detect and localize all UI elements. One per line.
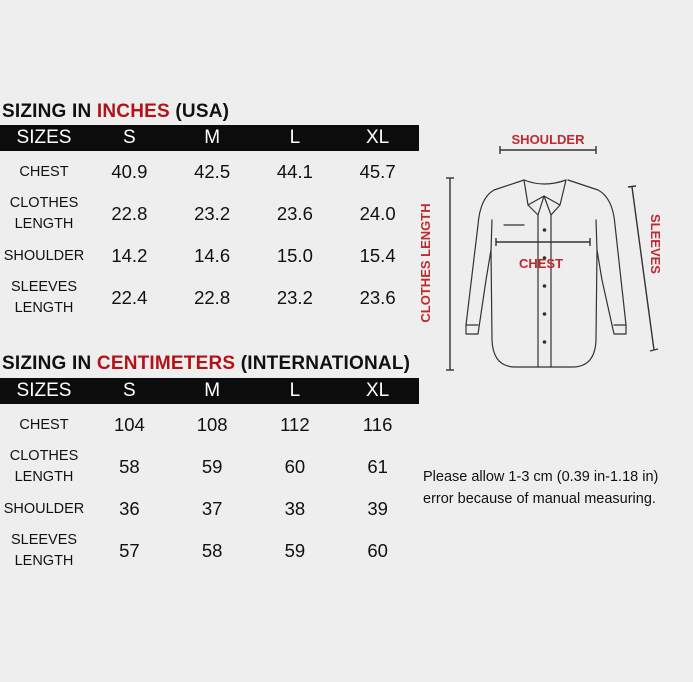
table-row [0, 235, 419, 277]
row-label-line: CLOTHES [9, 448, 79, 464]
cm-title-prefix: SIZING IN [2, 353, 97, 374]
cell-value: 23.2 [276, 287, 313, 308]
header-size-xl: XL [336, 378, 419, 404]
row-label-chest [0, 151, 88, 193]
table-row [0, 530, 419, 572]
note-line-1: Please allow 1-3 cm (0.39 in-1.18 in) [423, 469, 659, 485]
cell-value: 23.6 [276, 203, 313, 224]
shirt-measurement-diagram [414, 120, 693, 380]
cell-value: 57 [119, 540, 140, 561]
cell-value: 45.7 [359, 161, 396, 182]
cell-value: 37 [201, 498, 223, 519]
table-row [0, 151, 419, 193]
cell-value: 36 [119, 498, 140, 519]
cell-value: 23.6 [359, 287, 396, 308]
row-label-line: CLOTHES [9, 195, 79, 211]
header-size-s: S [88, 378, 171, 404]
cell-value: 58 [119, 456, 140, 477]
table-row [0, 277, 419, 319]
table-row [0, 446, 419, 488]
cm-title-accent: CENTIMETERS [96, 353, 236, 374]
inches-section-title [2, 101, 229, 123]
header-size-m: M [171, 125, 254, 151]
header-size-s: S [88, 125, 171, 151]
length-measure-line [446, 178, 454, 370]
table-row [0, 193, 419, 235]
row-label-line: CHEST [19, 416, 69, 433]
cell-value: 58 [201, 540, 223, 561]
cell-value: 15.0 [276, 245, 313, 266]
cell-value: 40.9 [111, 161, 148, 182]
measurement-note [423, 466, 691, 510]
header-size-l: L [254, 378, 337, 404]
shoulder-label: SHOULDER [511, 132, 585, 147]
header-sizes: SIZES [0, 378, 88, 404]
table-row [0, 404, 419, 446]
chest-measure-line [496, 238, 590, 246]
cm-size-table [0, 378, 419, 572]
clothes-length-label: CLOTHES LENGTH [418, 203, 433, 323]
row-label-line: SLEEVES [10, 532, 78, 548]
cell-value: 14.2 [111, 245, 148, 266]
cell-value: 22.8 [194, 287, 231, 308]
row-label-line: LENGTH [14, 216, 74, 232]
cell-value: 22.4 [111, 287, 148, 308]
sleeves-label: SLEEVES [648, 214, 663, 274]
chest-label: CHEST [518, 256, 564, 271]
row-label-line: LENGTH [14, 300, 74, 316]
row-label-line: LENGTH [14, 469, 74, 485]
cell-value: 108 [196, 414, 228, 435]
header-size-xl: XL [336, 125, 419, 151]
cell-value: 23.2 [194, 203, 231, 224]
row-label-shoulder [0, 488, 88, 530]
cell-value: 24.0 [359, 203, 396, 224]
cell-value: 22.8 [111, 203, 148, 224]
inches-title-accent: INCHES [96, 101, 170, 122]
note-line-2: error because of manual measuring. [423, 491, 656, 507]
cell-value: 42.5 [194, 161, 231, 182]
inches-title-prefix: SIZING IN [2, 101, 97, 122]
cell-value: 60 [367, 540, 388, 561]
row-label-shoulder [0, 235, 88, 277]
cell-value: 59 [284, 540, 306, 561]
cell-value: 14.6 [194, 245, 231, 266]
row-label-line: LENGTH [14, 553, 74, 569]
cell-value: 39 [367, 498, 388, 519]
inches-title-suffix: (USA) [169, 101, 230, 122]
header-size-m: M [171, 378, 254, 404]
cell-value: 116 [362, 414, 393, 435]
header-size-l: L [254, 125, 337, 151]
header-sizes: SIZES [0, 125, 88, 151]
row-label-line: SHOULDER [3, 247, 85, 264]
row-label-line: SLEEVES [10, 279, 78, 295]
table-row [0, 488, 419, 530]
cm-section-title [2, 353, 410, 375]
cell-value: 104 [113, 414, 145, 435]
row-label-line: SHOULDER [3, 500, 85, 517]
cell-value: 60 [284, 456, 306, 477]
inches-header-row [0, 125, 419, 151]
row-label-clothes-length [0, 446, 88, 488]
cell-value: 38 [284, 498, 306, 519]
row-label-sleeves-length [0, 277, 88, 319]
cell-value: 44.1 [276, 161, 313, 182]
row-label-clothes-length [0, 193, 88, 235]
row-label-line: CHEST [19, 163, 69, 180]
row-label-chest [0, 404, 88, 446]
cell-value: 15.4 [359, 245, 396, 266]
cell-value: 61 [367, 456, 388, 477]
cell-value: 59 [201, 456, 223, 477]
cm-header-row [0, 378, 419, 404]
shoulder-measure-line [500, 146, 596, 154]
inches-size-table [0, 125, 419, 319]
shirt-outline-icon [466, 180, 626, 367]
shirt-buttons [543, 228, 547, 344]
cell-value: 112 [280, 414, 310, 435]
row-label-sleeves-length [0, 530, 88, 572]
cm-title-suffix: (INTERNATIONAL) [235, 353, 411, 374]
